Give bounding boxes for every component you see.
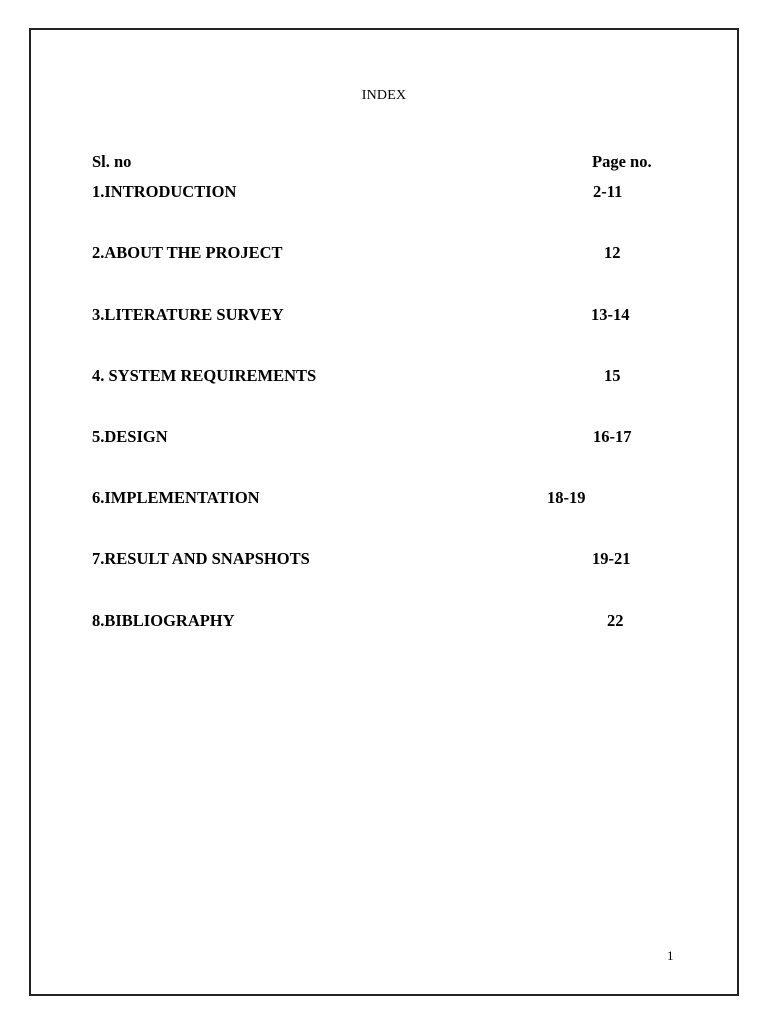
entry-page-range: 15 bbox=[604, 366, 621, 385]
entry-page-range: 12 bbox=[604, 243, 621, 262]
entry-page-range: 16-17 bbox=[593, 427, 632, 446]
entry-title: 8.BIBLIOGRAPHY bbox=[92, 611, 235, 630]
entry-title: 5.DESIGN bbox=[92, 427, 168, 446]
entry-title: 6.IMPLEMENTATION bbox=[92, 488, 260, 507]
entry-title: 3.LITERATURE SURVEY bbox=[92, 305, 284, 324]
entry-title: 2.ABOUT THE PROJECT bbox=[92, 243, 283, 262]
entry-title: 7.RESULT AND SNAPSHOTS bbox=[92, 549, 310, 568]
entry-title: 4. SYSTEM REQUIREMENTS bbox=[92, 366, 317, 385]
entry-page-range: 2-11 bbox=[593, 182, 623, 201]
entry-page-range: 22 bbox=[607, 611, 624, 630]
entry-title: 1.INTRODUCTION bbox=[92, 182, 237, 201]
page-border bbox=[29, 28, 739, 996]
entry-page-range: 18-19 bbox=[547, 488, 586, 507]
page-title: INDEX bbox=[361, 88, 407, 103]
column-header-page: Page no. bbox=[592, 152, 652, 171]
page-number: 1 bbox=[667, 948, 674, 963]
column-header-serial: Sl. no bbox=[92, 152, 132, 171]
entry-page-range: 13-14 bbox=[591, 305, 630, 324]
entry-page-range: 19-21 bbox=[592, 549, 631, 568]
